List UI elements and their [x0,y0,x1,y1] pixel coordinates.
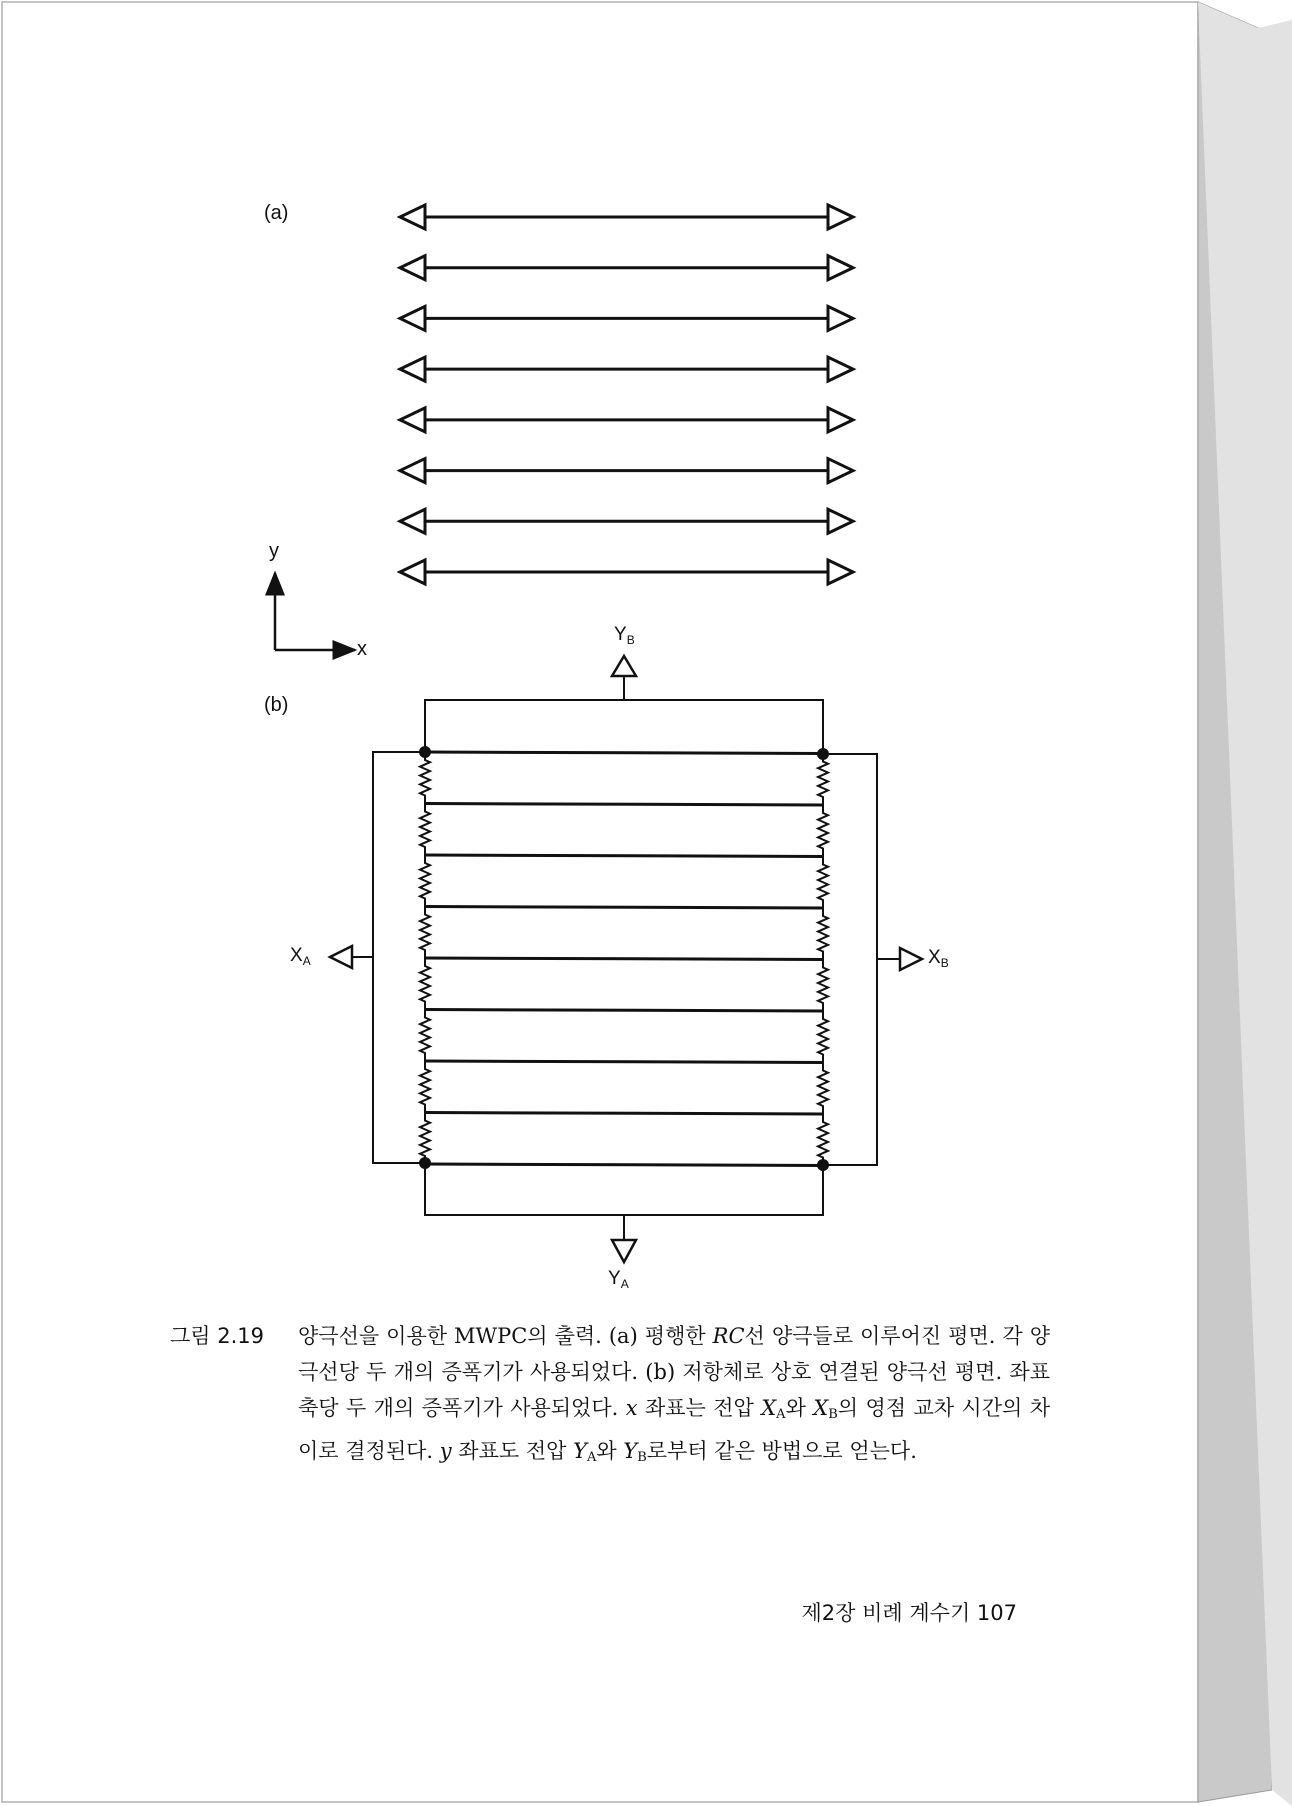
x-a-label-main: X [290,945,303,966]
left-bus-wire [373,752,425,1163]
panel-a-left-amplifier-icon [400,357,425,381]
caption-yb-main: Y [623,1439,638,1463]
x-axis-label: x [357,638,367,660]
caption-text [298,1318,1050,1476]
caption-xb-sub: B [828,1407,838,1422]
node-bottom-left [419,1157,431,1169]
panel-a-right-amplifier-icon [828,560,853,584]
right-resistor [818,857,828,909]
left-resistor [420,855,430,907]
x-b-label [928,947,949,970]
x-a-label-sub: A [302,954,311,968]
panel-b-anode-wire [425,1164,823,1166]
caption-x-var: x [625,1396,638,1420]
panel-b-anode-wire [425,907,823,909]
caption-y-var: y [439,1439,452,1463]
y-a-label [608,1268,629,1291]
running-footer: 제2장 비례 계수기 107 [801,1601,1017,1625]
top-bus-wire [425,700,823,752]
right-resistor [818,1011,828,1063]
right-resistor [818,1114,828,1166]
panel-a-right-amplifier-icon [828,357,853,381]
panel-a-left-amplifier-icon [400,256,425,280]
panel-a-left-amplifier-icon [400,509,425,533]
left-resistor [420,1113,430,1165]
y-axis-label: y [269,540,279,562]
node-top-left [419,746,431,758]
x-a-amplifier-icon [330,946,352,968]
y-a-label-main: Y [608,1268,621,1289]
x-a-label [290,945,311,968]
coordinate-axes [275,573,355,650]
panel-a-right-amplifier-icon [828,306,853,330]
panel-b-anode-wire [425,1113,823,1115]
node-top-right [817,748,829,760]
panel-a-wire-array [400,205,853,584]
panel-b-anode-wire [425,1010,823,1012]
panel-b-anode-wire [425,1061,823,1063]
node-bottom-right [817,1159,829,1171]
panel-a-right-amplifier-icon [828,509,853,533]
panel-b-anode-wire [425,958,823,960]
caption-part: 로부터 같은 방법으로 얻는다. [646,1439,917,1463]
panel-a-left-amplifier-icon [400,459,425,483]
y-b-amplifier-icon [612,656,636,676]
left-resistor [420,958,430,1010]
bottom-bus-wire [425,1165,823,1215]
caption-part: 와 [785,1396,814,1420]
left-resistor [420,907,430,959]
caption-part: 선 양극들로 이루어진 평면. 각 양극선당 두 개의 증폭기가 사용되었다. (b) 저항체로 상호 연결된 양극선 평면. 좌표축당 두 개의 증폭기가 사용되었다. [298,1324,1050,1420]
right-resistor [818,805,828,857]
panel-a-right-amplifier-icon [828,459,853,483]
caption-part: 양극선을 이용한 MWPC의 출력. (a) 평행한 [298,1324,713,1348]
caption-part: 좌표도 전압 [451,1439,574,1463]
panel-b-anode-wire [425,752,823,754]
caption-xa-sub: A [776,1407,786,1422]
x-b-amplifier-icon [900,948,922,970]
x-b-label-main: X [928,947,941,968]
figure-caption [170,1318,1050,1476]
caption-part: 와 [596,1439,624,1463]
panel-b-anode-wires [425,752,823,1166]
caption-yb-sub: B [637,1450,647,1465]
y-b-label-sub: B [626,633,635,647]
right-bus-wire [823,754,877,1165]
left-resistor [420,804,430,856]
x-b-label-sub: B [940,956,949,970]
caption-part: 좌표는 전압 [637,1396,762,1420]
right-resistor [818,908,828,960]
left-resistor [420,1061,430,1113]
left-resistor [420,752,430,804]
caption-xb-main: X [813,1396,829,1420]
y-b-label-main: Y [614,624,627,645]
caption-xa-main: X [761,1396,777,1420]
caption-part: 의 영점 교차 시간의 차이로 결정된다. [298,1396,1050,1463]
right-resistor [818,960,828,1012]
panel-a-right-amplifier-icon [828,408,853,432]
panel-a-left-amplifier-icon [400,560,425,584]
panel-a-label: (a) [264,202,289,224]
y-a-amplifier-icon [612,1240,636,1262]
right-resistor [818,754,828,806]
panel-b-circuit [330,656,922,1262]
panel-a-left-amplifier-icon [400,306,425,330]
panel-b-label: (b) [264,694,289,716]
caption-ya-main: Y [573,1439,587,1463]
panel-b-anode-wire [425,804,823,806]
caption-ya-sub: A [586,1450,597,1465]
panel-a-right-amplifier-icon [828,256,853,280]
caption-label: 그림 2.19 [170,1324,265,1348]
y-a-label-sub: A [620,1277,629,1291]
y-b-label [614,624,635,647]
panel-b-anode-wire [425,855,823,857]
right-resistor [818,1063,828,1115]
caption-rc: RC [712,1324,745,1348]
left-resistor [420,1010,430,1062]
panel-a-left-amplifier-icon [400,205,425,229]
panel-a-left-amplifier-icon [400,408,425,432]
panel-a-right-amplifier-icon [828,205,853,229]
